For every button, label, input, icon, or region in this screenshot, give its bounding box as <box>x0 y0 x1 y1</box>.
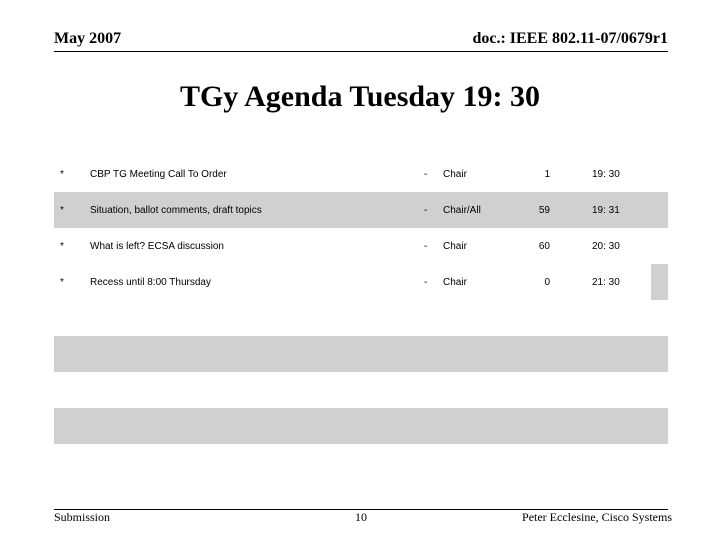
agenda-owner: Chair <box>443 277 467 288</box>
page-number: 10 <box>355 510 367 524</box>
agenda-duration: 60 <box>538 241 550 252</box>
agenda-duration: 1 <box>544 169 550 180</box>
table-band <box>54 336 668 372</box>
header-date: May 2007 <box>54 30 122 47</box>
bullet: * <box>60 205 64 216</box>
slide-title: TGy Agenda Tuesday 19: 30 <box>179 80 541 113</box>
agenda-duration: 59 <box>538 205 550 216</box>
agenda-owner: Chair/All <box>443 205 481 216</box>
bullet: * <box>60 277 64 288</box>
header-rule <box>54 51 668 52</box>
footer-submission: Submission <box>54 510 111 524</box>
agenda-item: Recess until 8:00 Thursday <box>90 277 211 288</box>
agenda-time: 19: 31 <box>592 205 620 216</box>
agenda-row <box>54 228 668 264</box>
bullet: * <box>60 241 64 252</box>
agenda-duration: 0 <box>544 277 550 288</box>
agenda-item: What is left? ECSA discussion <box>90 241 224 252</box>
separator-dash: - <box>424 205 428 216</box>
separator-dash: - <box>424 277 428 288</box>
footer-author: Peter Ecclesine, Cisco Systems <box>522 510 672 524</box>
agenda-row <box>54 156 668 192</box>
agenda-owner: Chair <box>443 241 467 252</box>
header-doc-id: doc.: IEEE 802.11-07/0679r1 <box>472 30 668 47</box>
separator-dash: - <box>424 241 428 252</box>
separator-dash: - <box>424 169 428 180</box>
agenda-item: CBP TG Meeting Call To Order <box>90 169 227 180</box>
agenda-time: 19: 30 <box>592 169 620 180</box>
agenda-owner: Chair <box>443 169 467 180</box>
agenda-row <box>54 192 668 228</box>
agenda-time: 20: 30 <box>592 241 620 252</box>
table-band <box>54 408 668 444</box>
agenda-row <box>54 264 668 300</box>
agenda-time: 21: 30 <box>592 277 620 288</box>
agenda-item: Situation, ballot comments, draft topics <box>90 205 262 216</box>
bullet: * <box>60 169 64 180</box>
